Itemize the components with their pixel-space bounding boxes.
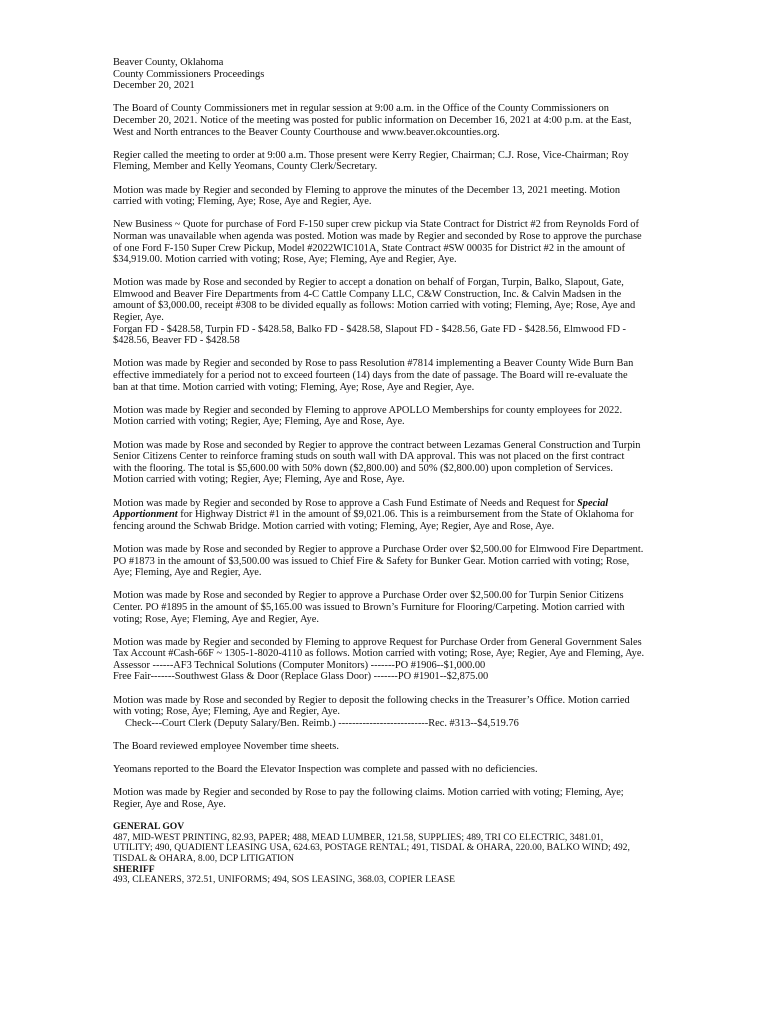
paragraph-elevator: Yeomans reported to the Board the Elevator Inspection was complete and passed with no deficiencies.	[113, 764, 538, 776]
proceedings-document	[113, 57, 645, 886]
document-title: County Commissioners Proceedings	[113, 68, 265, 80]
paragraph-burn-ban: Motion was made by Regier and seconded by Rose to pass Resolution #7814 implementing a Beaver County Wide Burn Ban effective immediately for a period not to exceed fourteen (14) days from the date of passage. The Board will re-evaluate the ban at that time. Motion carried with voting; Fleming, Aye; Rose, Aye and Regier, Aye.	[113, 358, 634, 393]
paragraph-new-business: New Business ~ Quote for purchase of Ford F-150 super crew pickup via State Contract for District #2 from Reynolds Ford of Norman was unavailable when agenda was posted. Motion was made by Regier and seconded by Rose to approve the purchase of one Ford F-150 Super Crew Pickup, Model #2022WIC101A, State Contract #SW 00035 for District #2 in the amount of $34,919.00. Motion carried with voting; Rose, Aye; Fleming, Aye and Regier, Aye.	[113, 219, 642, 266]
claims-heading-general-gov: GENERAL GOV	[113, 821, 185, 833]
paragraph-claims-motion: Motion was made by Regier and seconded by Rose to pay the following claims. Motion carried with voting; Fleming, Aye; Regier, Aye and Rose, Aye.	[113, 787, 624, 810]
paragraph-time-sheets: The Board reviewed employee November time sheets.	[113, 741, 339, 753]
deposit-check-line: Check---Court Clerk (Deputy Salary/Ben. Reimb.) --------------------------Rec. #313--$4,519.76	[125, 717, 519, 729]
paragraph-apollo: Motion was made by Regier and seconded by Fleming to approve APOLLO Memberships for county employees for 2022. Motion carried with voting; Regier, Aye; Fleming, Aye and Rose, Aye.	[113, 404, 623, 428]
claims-heading-sheriff: SHERIFF	[113, 863, 155, 875]
donation-split: Forgan FD - $428.58, Turpin FD - $428.58, Balko FD - $428.58, Slapout FD - $428.56, Gate FD - $428.56, Elmwood FD - $428.56, Beaver FD - $428.58	[113, 323, 627, 347]
cash-fund-text-after: for Highway District #1 in the amount of $9,021.06. This is a reimbursement from the State of Oklahoma for fencing around the Schwab Bridge. Motion carried with voting; Fleming, Aye; Regier, Aye and Rose, Aye.	[113, 509, 634, 532]
paragraph-turpin-po: Motion was made by Rose and seconded by Regier to approve a Purchase Order over $2,500.00 for Turpin Senior Citizens Center. PO #1895 in the amount of $5,165.00 was issued to Brown’s Furniture for Flooring/Carpeting. Motion carried with voting; Rose, Aye; Fleming, Aye and Regier, Aye.	[113, 590, 625, 625]
sales-tax-line-free-fair: Free Fair-------Southwest Glass & Door (Replace Glass Door) -------PO #1901--$2,875.00	[113, 671, 489, 683]
special-apportionment-emphasis: Special Apportionment	[113, 497, 609, 521]
paragraph-sales-tax: Motion was made by Regier and seconded by Fleming to approve Request for Purchase Order from General Government Sales Tax Account #Cash-66F ~ 1305-1-8020-4110 as follows. Motion carried with voting; Rose, Aye; Regier, Aye and Fleming, Aye.	[113, 636, 645, 660]
county-name: Beaver County, Oklahoma	[113, 57, 224, 68]
meeting-date: December 20, 2021	[113, 80, 195, 92]
paragraph-minutes: Motion was made by Regier and seconded by Fleming to approve the minutes of the December 13, 2021 meeting. Motion carried with voting; Fleming, Aye; Rose, Aye and Regier, Aye.	[113, 184, 621, 208]
claims-sheriff: 493, CLEANERS, 372.51, UNIFORMS; 494, SOS LEASING, 368.03, COPIER LEASE	[113, 874, 455, 886]
sales-tax-line-assessor: Assessor ------AF3 Technical Solutions (Computer Monitors) -------PO #1906--$1,000.00	[113, 659, 486, 671]
paragraph-cash-fund	[113, 498, 645, 533]
document-header	[113, 57, 645, 92]
paragraph-donation: Motion was made by Rose and seconded by Regier to accept a donation on behalf of Forgan, Turpin, Balko, Slapout, Gate, Elmwood and Beaver Fire Departments from 4-C Cattle Company LLC, C&W Construction, Inc. & Calvin Madsen in the amount of $3,000.00, receipt #308 to be divided equally as follows: Motion carried with voting; Fleming, Aye; Rose, Aye and Regier, Aye.	[113, 277, 636, 324]
paragraph-deposit: Motion was made by Rose and seconded by Regier to deposit the following checks in the Treasurer’s Office. Motion carried with voting; Rose, Aye; Fleming, Aye and Regier, Aye.	[113, 694, 630, 718]
cash-fund-text-before: Motion was made by Regier and seconded by Rose to approve a Cash Fund Estimate of Needs and Request for	[113, 497, 578, 509]
claims-list	[113, 822, 645, 886]
paragraph-call-to-order: Regier called the meeting to order at 9:00 a.m. Those present were Kerry Regier, Chairman; C.J. Rose, Vice-Chairman; Roy Fleming, Member and Kelly Yeomans, County Clerk/Secretary.	[113, 149, 629, 173]
paragraph-lezamas-contract: Motion was made by Rose and seconded by Regier to approve the contract between Lezamas General Construction and Turpin Senior Citizens Center to reinforce framing studs on south wall with DA approval. This was not placed on the first contract with the flooring. The total is $5,600.00 with 50% down ($2,800.00) and 50% ($2,800.00) upon completion of Services. Motion carried with voting; Regier, Aye; Fleming, Aye and Rose, Aye.	[113, 439, 641, 486]
paragraph-elmwood-po: Motion was made by Rose and seconded by Regier to approve a Purchase Order over $2,500.00 for Elmwood Fire Department. PO #1873 in the amount of $3,500.00 was issued to Chief Fire & Safety for Bunker Gear. Motion carried with voting; Rose, Aye; Fleming, Aye and Regier, Aye.	[113, 543, 644, 579]
paragraph-session: The Board of County Commissioners met in regular session at 9:00 a.m. in the Office of the County Commissioners on December 20, 2021. Notice of the meeting was posted for public information on December 16, 2021 at 4:00 p.m. at the East, West and North entrances to the Beaver County Courthouse and www.beaver.okcounties.org.	[113, 103, 632, 138]
claims-general-gov: 487, MID-WEST PRINTING, 82.93, PAPER; 488, MEAD LUMBER, 121.58, SUPPLIES; 489, TRI CO ELECTRIC, 3481.01, UTILITY; 490, QUADIENT LEASING USA, 624.63, POSTAGE RENTAL; 491, TISDAL & OHARA, 220.00, BALKO WIND; 492, TISDAL & OHARA, 8.00, DCP LITIGATION	[113, 831, 630, 864]
